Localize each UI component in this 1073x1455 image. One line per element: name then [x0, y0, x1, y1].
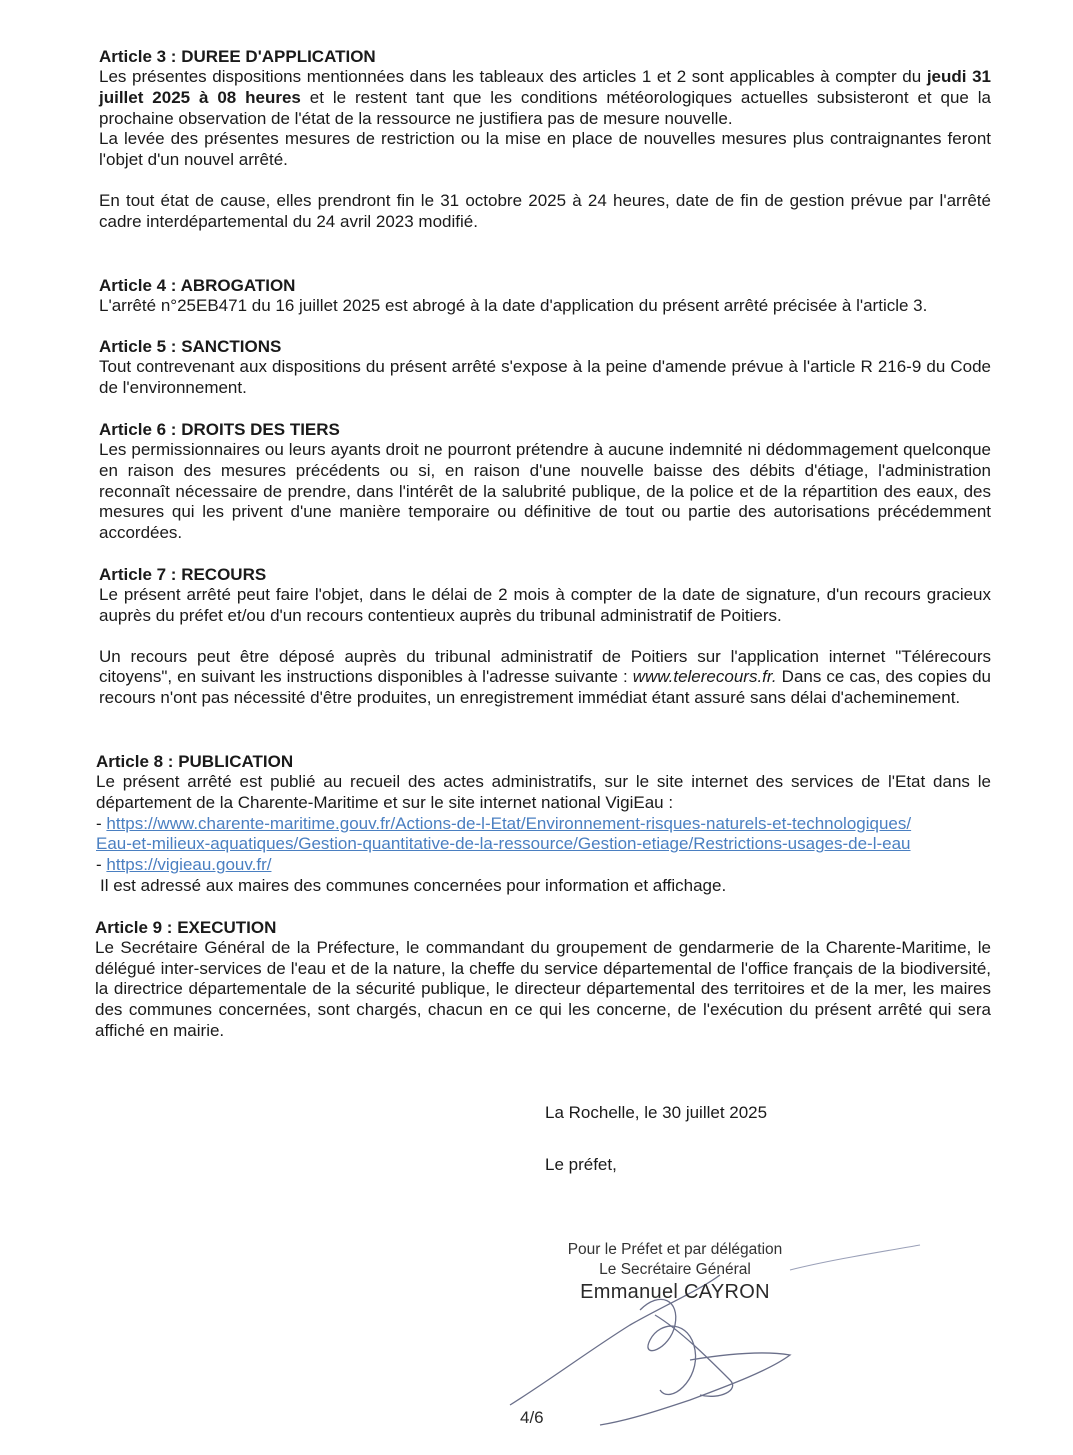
list-dash: -: [96, 855, 102, 875]
article-3-title: Article 3 : DUREE D'APPLICATION: [99, 47, 376, 66]
prefecture-link[interactable]: https://www.charente-maritime.gouv.fr/Actions-de-l-Etat/Environnement-risques-naturels-et-technologiques/: [106, 813, 912, 833]
article-8-paragraph-1: Le présent arrêté est publié au recueil des actes administratifs, sur le site internet des services de l'Etat dans le département de la Charente-Maritime et sur le site internet national VigiEau :: [96, 771, 991, 812]
article-6: [99, 419, 991, 544]
article-9: [95, 917, 991, 1042]
article-8: [96, 751, 991, 897]
article-7-paragraph-1: Le présent arrêté peut faire l'objet, dans le délai de 2 mois à compter de la date de signature, d'un recours gracieux auprès du préfet et/ou d'un recours contentieux auprès du tribunal administratif de Poitiers.: [99, 584, 991, 625]
page-number: 4/6: [520, 1408, 544, 1427]
article-7-title: Article 7 : RECOURS: [99, 564, 267, 584]
vigieau-link[interactable]: https://vigieau.gouv.fr/: [106, 855, 272, 875]
article-5-paragraph: Tout contrevenant aux dispositions du présent arrêté s'expose à la peine d'amende prévue à l'article R 216-9 du Code de l'environnement.: [99, 357, 991, 398]
article-8-paragraph-2: Il est adressé aux maires des communes concernées pour information et affichage.: [100, 875, 727, 895]
signatory-role: Le Secrétaire Général: [599, 1261, 751, 1278]
article-9-paragraph: Le Secrétaire Général de la Préfecture, le commandant du groupement de gendarmerie de la Charente-Maritime, le délégué inter-services de l'eau et de la nature, la cheffe du service départemental de l'office français de la biodiversité, la directrice départementale de la sécurité publique, le directeur départemental des territoires et de la mer, les maires des communes concernées, sont chargés, chacun en ce qui les concerne, de l'exécution du présent arrêté qui sera affiché en mairie.: [95, 937, 991, 1040]
article-3-paragraph-1: [99, 67, 991, 129]
article-3-paragraph-2: La levée des présentes mesures de restriction ou la mise en place de nouvelles mesures plus contraignantes feront l'objet d'un nouvel arrêté.: [99, 129, 991, 170]
article-8-link-1-line: [96, 814, 991, 856]
article-3-paragraph-3: En tout état de cause, elles prendront fin le 31 octobre 2025 à 24 heures, date de fin de gestion prévue par l'arrêté cadre interdépartemental du 24 avril 2023 modifié.: [99, 190, 991, 231]
signature-date-block: [545, 1103, 767, 1175]
article-4-title: Article 4 : ABROGATION: [99, 275, 296, 295]
prefet-label: Le préfet,: [545, 1155, 617, 1174]
signatory-name: Emmanuel CAYRON: [580, 1281, 770, 1303]
article-5-title: Article 5 : SANCTIONS: [99, 337, 282, 357]
article-3: [99, 46, 991, 233]
article-7-text-b: Dans ce cas, des copies du recours n'ont pas nécessité d'être produites, un enregistrement immédiat étant assuré sans délai d'acheminement.: [99, 667, 991, 708]
article-7: [99, 564, 991, 709]
list-dash: -: [96, 813, 102, 833]
delegation-block: [559, 1240, 791, 1302]
article-8-link-2-line: [96, 855, 991, 876]
place-date: La Rochelle, le 30 juillet 2025: [545, 1103, 768, 1122]
article-6-paragraph: Les permissionnaires ou leurs ayants droit ne pourront prétendre à aucune indemnité ni dédommagement quelconque en raison des mesures précédents ou si, en raison d'une nouvelle baisse des débits d'étiage, l'administration reconnaît nécessaire de prendre, dans l'intérêt de la salubrité publique, de la police et de la répartition des eaux, des mesures qui les privent d'une manière temporaire ou définitive de tout ou partie des autorisations précédemment accordées.: [99, 439, 991, 543]
telerecours-url: www.telerecours.fr.: [632, 667, 777, 687]
article-4: [99, 275, 991, 317]
article-4-paragraph: L'arrêté n°25EB471 du 16 juillet 2025 est abrogé à la date d'application du présent arrêté précisée à l'article 3.: [99, 295, 928, 315]
article-5: [99, 336, 991, 399]
document-body: [95, 46, 992, 1042]
article-9-title: Article 9 : EXECUTION: [95, 917, 277, 937]
article-8-title: Article 8 : PUBLICATION: [96, 751, 294, 771]
prefecture-link-continued[interactable]: Eau-et-milieux-aquatiques/Gestion-quantitative-de-la-ressource/Gestion-etiage/Restrictions-usages-de-l-eau: [96, 834, 911, 854]
article-3-text-a: Les présentes dispositions mentionnées dans les tableaux des articles 1 et 2 sont applicables à compter du: [99, 67, 922, 86]
delegation-line: Pour le Préfet et par délégation: [567, 1241, 783, 1258]
article-3-text-b: et le restent tant que les conditions météorologiques actuelles subsisteront et que la prochaine observation de l'état de la ressource ne justifiera pas de mesure nouvelle.: [99, 87, 991, 128]
article-7-text-a: Un recours peut être déposé auprès du tribunal administratif de Poitiers sur l'application internet "Télérecours citoyens", en suivant les instructions disponibles à l'adresse suivante :: [99, 646, 991, 687]
article-3-bold-date: jeudi 31 juillet 2025 à 08 heures: [99, 67, 992, 107]
article-6-title: Article 6 : DROITS DES TIERS: [99, 419, 340, 439]
article-7-paragraph-2: [99, 647, 991, 709]
